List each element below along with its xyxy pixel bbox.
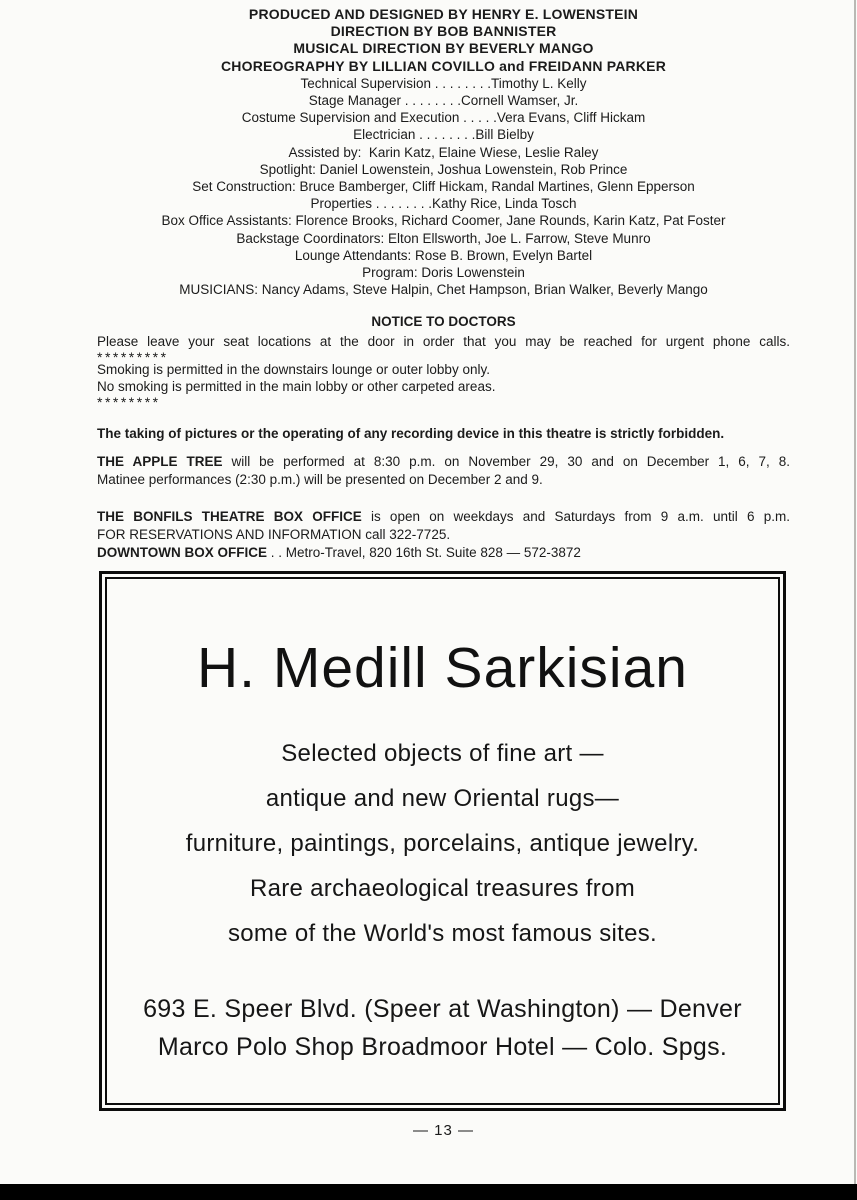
recording-forbidden-notice: The taking of pictures or the operating of any recording device in this theatre is strictly forbidden. — [97, 426, 725, 441]
notice-seat-locations: Please leave your seat locations at the door in order that you may be reached for urgent phone calls. — [97, 334, 790, 349]
schedule-text: will be performed at 8:30 p.m. on November 29, 30 and on December 1, 6, 7, 8. — [222, 454, 791, 469]
credit-line: Program: Doris Lowenstein — [362, 265, 525, 281]
credit-line: Technical Supervision . . . . . . . .Timothy L. Kelly — [300, 75, 587, 91]
production-credits — [82, 6, 805, 298]
downtown-box-office-text: . . Metro-Travel, 820 16th St. Suite 828 — 572-3872 — [267, 545, 581, 560]
advertiser-name: H. Medill Sarkisian — [197, 636, 688, 700]
asterisk-divider: ********* — [97, 349, 169, 365]
credit-musical-direction: MUSICAL DIRECTION BY BEVERLY MANGO — [293, 40, 594, 57]
advertisement-body — [107, 731, 778, 956]
ad-line: some of the World's most famous sites. — [227, 920, 658, 947]
asterisk-divider: ******** — [97, 394, 161, 410]
ad-address-denver: 693 E. Speer Blvd. (Speer at Washington) — Denver — [143, 995, 742, 1023]
ad-address-colorado-springs: Marco Polo Shop Broadmoor Hotel — Colo. Spgs. — [157, 1033, 728, 1061]
downtown-box-office — [97, 544, 790, 561]
notice-smoking-permitted: Smoking is permitted in the downstairs lounge or outer lobby only. — [97, 362, 490, 377]
apple-tree-schedule — [97, 453, 790, 470]
scan-bottom-bar — [0, 1184, 857, 1200]
credit-choreography: CHOREOGRAPHY BY LILLIAN COVILLO and FREIDANN PARKER — [221, 57, 666, 74]
ad-line: furniture, paintings, porcelains, antique jewelry. — [185, 830, 700, 857]
sarkisian-advertisement — [99, 571, 786, 1111]
show-title: THE APPLE TREE — [97, 454, 223, 469]
credit-produced-designed: PRODUCED AND DESIGNED BY HENRY E. LOWENSTEIN — [248, 6, 639, 22]
credit-line: Spotlight: Daniel Lowenstein, Joshua Lowenstein, Rob Prince — [259, 161, 628, 177]
downtown-box-office-name: DOWNTOWN BOX OFFICE — [97, 545, 267, 560]
credit-line: Box Office Assistants: Florence Brooks, Richard Coomer, Jane Rounds, Karin Katz, Pat Foster — [161, 213, 726, 229]
notice-no-smoking: No smoking is permitted in the main lobby or other carpeted areas. — [97, 379, 496, 394]
ad-line: antique and new Oriental rugs— — [265, 785, 620, 812]
scan-edge-artifact — [854, 0, 856, 1200]
credit-line: Electrician . . . . . . . .Bill Bielby — [353, 127, 534, 143]
credit-direction: DIRECTION BY BOB BANNISTER — [330, 23, 557, 40]
page-number: — 13 — — [412, 1122, 475, 1139]
credit-line: Assisted by: Karin Katz, Elaine Wiese, Leslie Raley — [288, 144, 599, 160]
credit-line: Properties . . . . . . . .Kathy Rice, Linda Tosch — [310, 196, 577, 212]
box-office-hours-text: is open on weekdays and Saturdays from 9 a.m. until 6 p.m. — [361, 509, 790, 524]
credit-line: MUSICIANS: Nancy Adams, Steve Halpin, Chet Hampson, Brian Walker, Beverly Mango — [179, 282, 708, 298]
credit-line: Stage Manager . . . . . . . .Cornell Wamser, Jr. — [308, 93, 579, 109]
credit-line: Backstage Coordinators: Elton Ellsworth, Joe L. Farrow, Steve Munro — [236, 230, 651, 246]
bonfils-box-office-hours — [97, 508, 790, 525]
credit-line: Costume Supervision and Execution . . . . .Vera Evans, Cliff Hickam — [241, 110, 646, 126]
credit-line: Lounge Attendants: Rose B. Brown, Evelyn Bartel — [294, 247, 593, 263]
notice-to-doctors-title: NOTICE TO DOCTORS — [371, 314, 516, 329]
ad-line: Rare archaeological treasures from — [249, 875, 636, 902]
matinee-schedule: Matinee performances (2:30 p.m.) will be presented on December 2 and 9. — [97, 472, 543, 487]
credit-line: Set Construction: Bruce Bamberger, Cliff Hickam, Randal Martines, Glenn Epperson — [192, 179, 695, 195]
reservations-phone: FOR RESERVATIONS AND INFORMATION call 322-7725. — [97, 527, 451, 542]
advertiser-addresses — [107, 990, 778, 1066]
advertisement-inner-border — [105, 577, 780, 1105]
box-office-name: THE BONFILS THEATRE BOX OFFICE — [97, 509, 362, 524]
ad-line: Selected objects of fine art — — [281, 740, 604, 767]
